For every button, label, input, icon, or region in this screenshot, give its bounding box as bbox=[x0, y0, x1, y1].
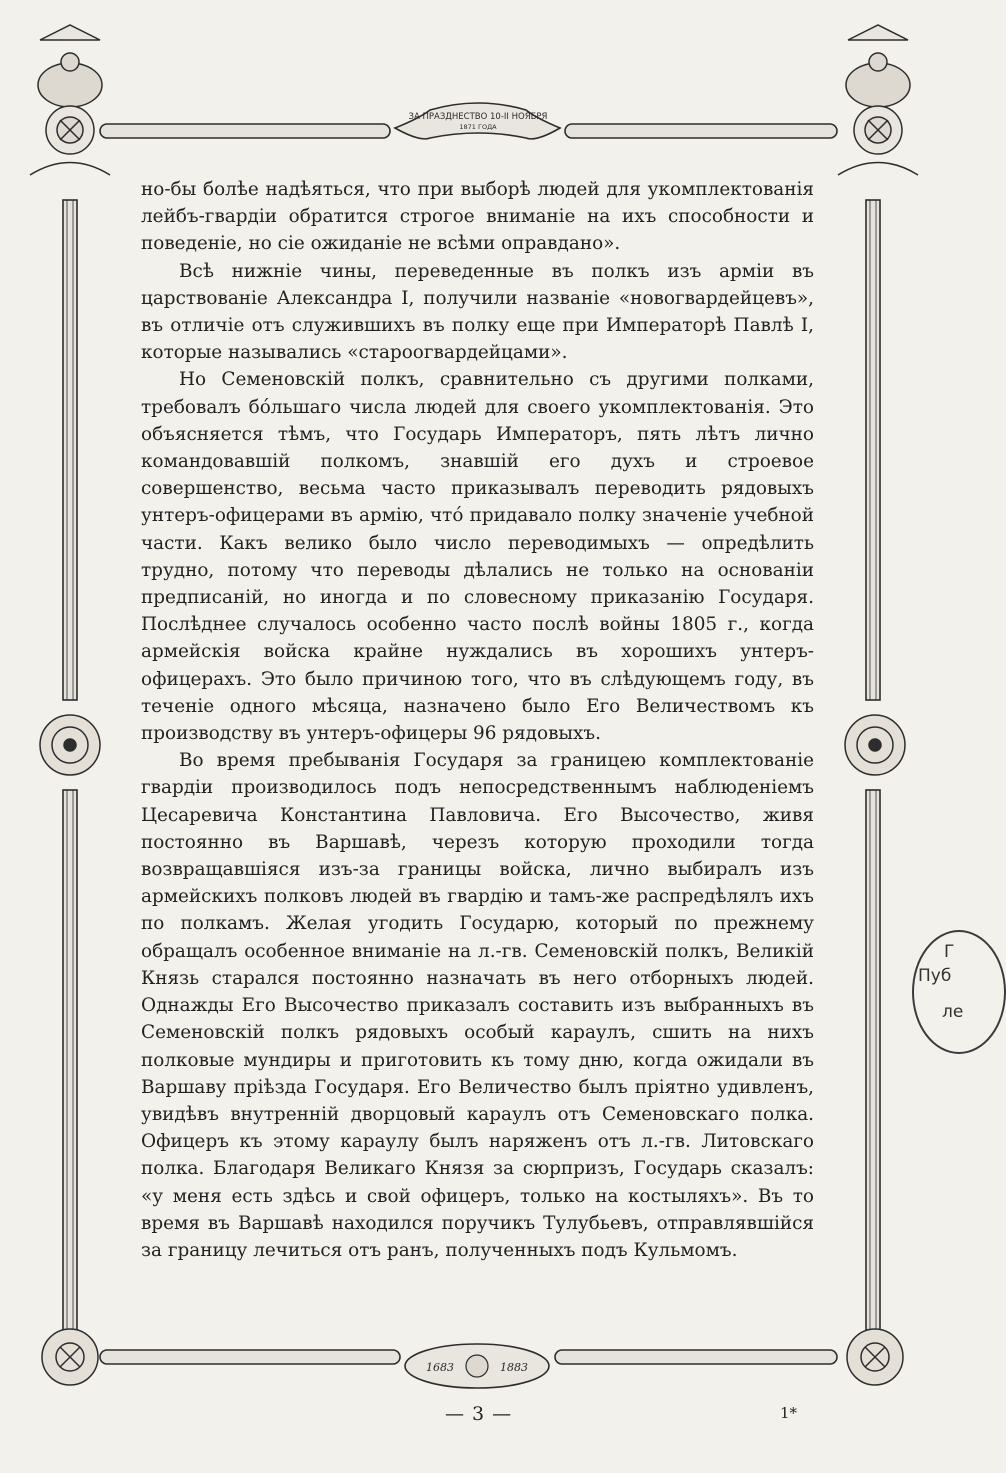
rosette-middle-left bbox=[40, 715, 100, 775]
eagle-emblem-top-right bbox=[838, 25, 918, 175]
page-footer bbox=[0, 1400, 955, 1430]
page-number: — 3 — bbox=[445, 1403, 513, 1425]
paragraph-warsaw-guard: Во время пребыванія Государя за границею комплектованіе гвардіи производилось подъ непосредственнымъ наблюденіемъ Цесаревича Константина Павловича. Его Высочество, живя постоянно въ Варшавѣ, черезъ которую проходили тогда возвращавшіяся изъ-за границы войска, лично выбиралъ изъ армейскихъ полковъ людей въ гвардію и тамъ-же распредѣлялъ ихъ по полкамъ. Желая угодить Государю, который по прежнему обращалъ особенное вниманіе на л.-гв. Семеновскій полкъ, Великій Князь старался постоянно назначать въ него отборныхъ людей. Однажды Его Высочество приказалъ составить изъ выбранныхъ въ Семеновскій полкъ рядовыхъ особый караулъ, сшить на нихъ полковые мундиры и приготовить къ тому дню, когда ожидали въ Варшаву пріѣзда Государя. Его Величество былъ пріятно удивленъ, увидѣвъ внутренній дворцовый караулъ отъ Семеновскаго полка. Офицеръ къ этому караулу былъ наряженъ отъ л.-гв. Литовскаго полка. Благодаря Великаго Князя за сюрпризъ, Государь сказалъ: «у меня есть здѣсь и свой офицеръ, только на костыляхъ». Въ то время въ Варшавѣ находился поручикъ Тулубьевъ, отправлявшійся за границу лечиться отъ ранъ, полученныхъ подъ Кульмомъ. bbox=[141, 750, 814, 1261]
paragraph-semenovsky-regiment: Но Семеновскій полкъ, сравнительно съ другими полками, требовалъ бо́льшаго числа людей для своего укомплектованія. Это объясняется тѣмъ, что Государь Императоръ, пять лѣтъ лично командовавшій полкомъ, знавшій его духъ и строевое совершенство, весьма часто приказывалъ переводить рядовыхъ унтеръ-офицерами въ армію, что́ придавало полку значеніе учебной части. Какъ велико было число переводимыхъ — опредѣлить трудно, потому что переводы дѣлались не только на основаніи предписаній, но иногда и по словесному приказанію Государя. Послѣднее случалось особенно часто послѣ войны 1805 г., когда армейскія войска крайне нуждались въ хорошихъ унтеръ-офицерахъ. Это было причиною того, что въ слѣдующемъ году, въ теченіе одного мѣсяца, назначено было Его Величествомъ къ производству въ унтеръ-офицеры 96 рядовыхъ. bbox=[141, 369, 814, 745]
rosette-middle-right bbox=[845, 715, 905, 775]
banner-line-2: 1871 ГОДА bbox=[459, 123, 497, 131]
signature-mark: 1* bbox=[780, 1404, 798, 1422]
stamp-line-3: ле bbox=[942, 1002, 964, 1022]
cartouche-year-left: 1683 bbox=[426, 1361, 454, 1374]
library-stamp bbox=[912, 930, 1006, 1054]
stamp-line-2: Пуб bbox=[918, 966, 952, 986]
stamp-line-1: Г bbox=[944, 942, 955, 962]
rosette-bottom-right bbox=[847, 1329, 903, 1385]
top-banner-ribbon bbox=[395, 103, 560, 139]
rosette-bottom-left bbox=[42, 1329, 98, 1385]
paragraph-novogvardeytsy: Всѣ нижніе чины, переведенные въ полкъ изъ арміи въ царствованіе Александра I, получили названіе «новогвардейцевъ», въ отличіе отъ служившихъ въ полку еще при Императорѣ Павлѣ I, которые назывались «староогвардейцами». bbox=[141, 260, 814, 364]
paragraph-continuation: но-бы болѣе надѣяться, что при выборѣ людей для укомплектованія лейбъ-гвардіи обратится строгое вниманіе на ихъ способности и поведеніе, но сіе ожиданіе не всѣми оправдано». bbox=[141, 179, 814, 255]
page-body-text bbox=[141, 176, 814, 1264]
cartouche-year-right: 1883 bbox=[500, 1361, 528, 1374]
banner-line-1: ЗА ПРАЗДНЕСТВО 10-II НОЯБРЯ bbox=[408, 112, 548, 122]
eagle-emblem-top-left bbox=[30, 25, 110, 175]
bottom-cartouche bbox=[405, 1344, 549, 1388]
